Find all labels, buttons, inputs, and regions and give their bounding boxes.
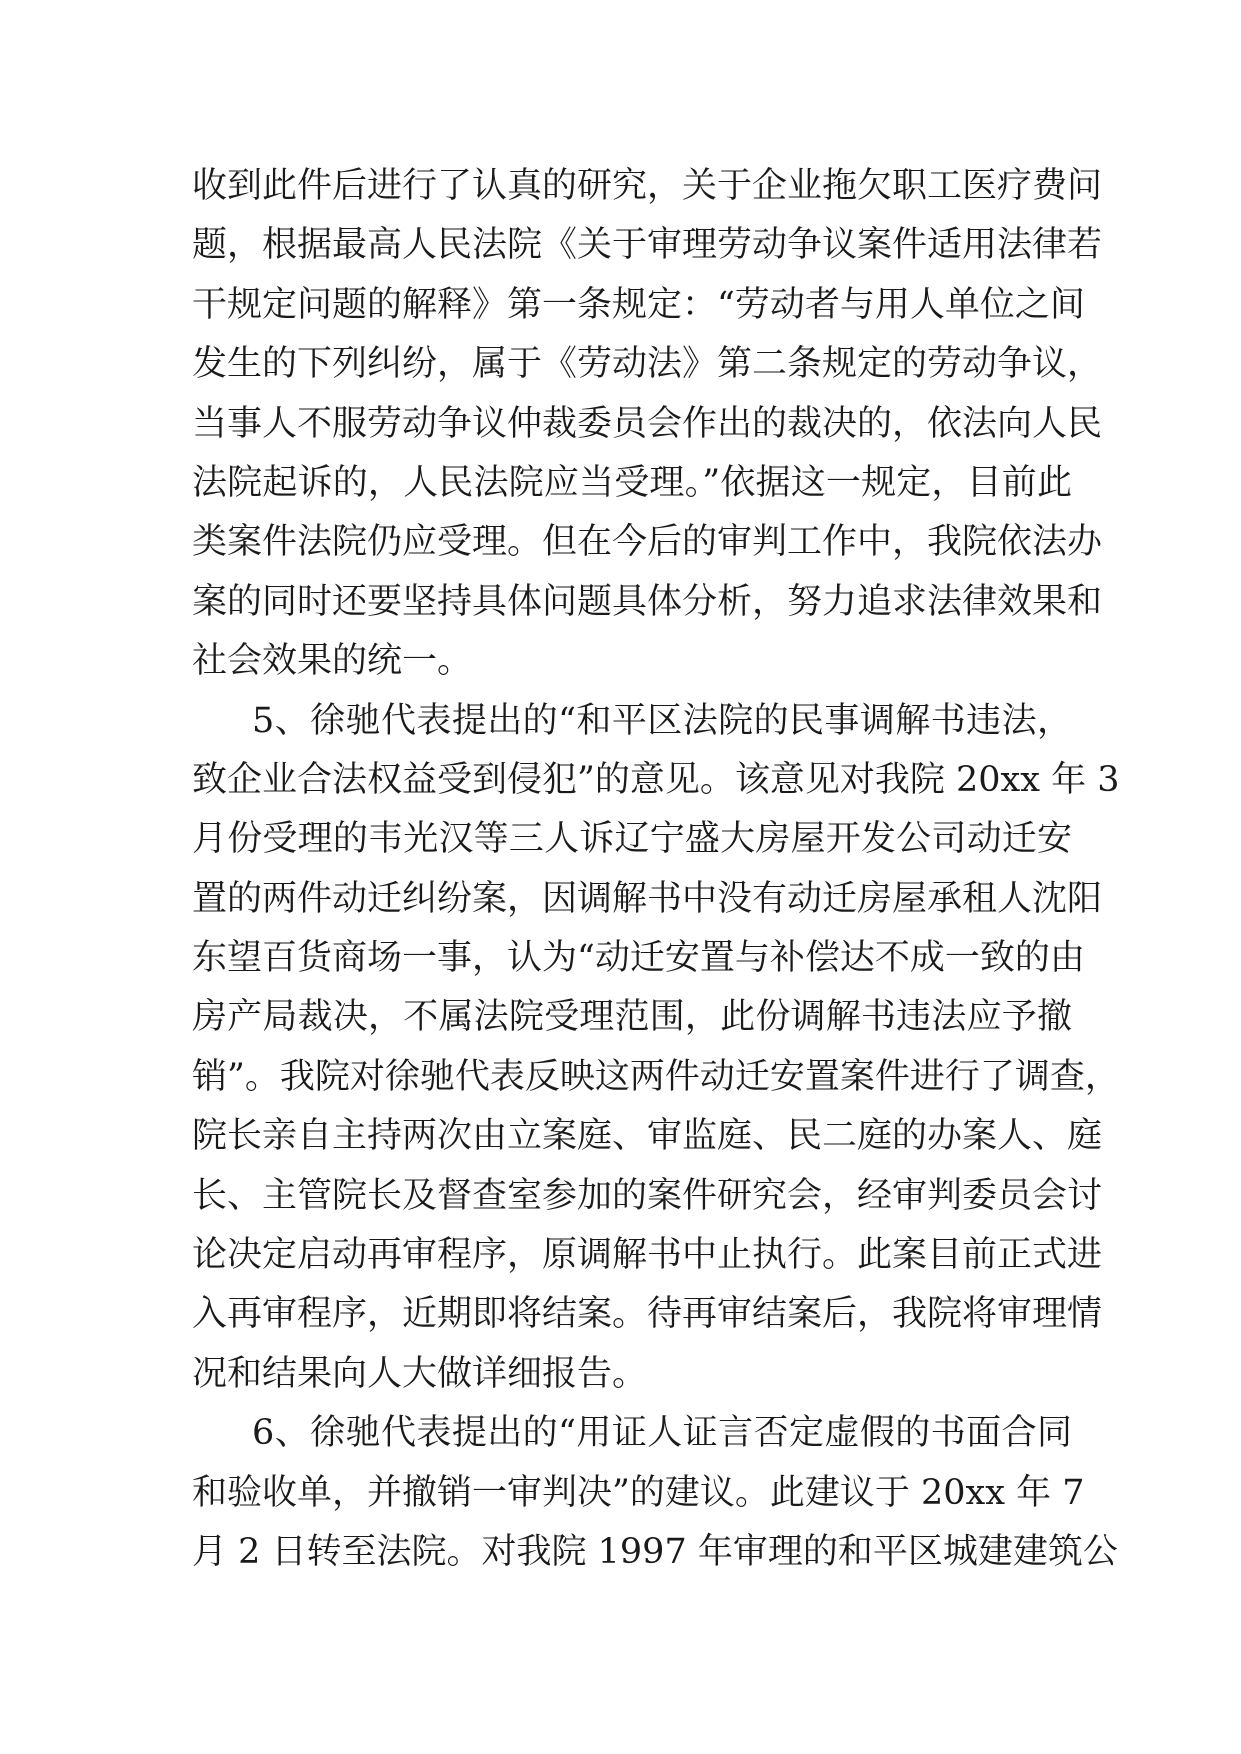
- text-line: 题，根据最高人民法院《关于审理劳动争议案件适用法律若: [192, 225, 1103, 266]
- text-line: 收到此件后进行了认真的研究，关于企业拖欠职工医疗费问: [192, 166, 1103, 206]
- paragraph-start-line: 5、徐驰代表提出的“和平区法院的民事调解书违法，: [252, 700, 1072, 741]
- text-line: 论决定启动再审程序，原调解书中止执行。此案目前正式进: [192, 1235, 1103, 1276]
- text-line: 干规定问题的解释》第一条规定：“劳动者与用人单位之间: [192, 284, 1085, 325]
- text-line: 房产局裁决，不属法院受理范围，此份调解书违法应予撤: [192, 997, 1072, 1038]
- text-line: 月 2 日转至法院。对我院 1997 年审理的和平区城建建筑公: [192, 1531, 1118, 1572]
- text-line: 法院起诉的，人民法院应当受理。”依据这一规定，目前此: [192, 462, 1072, 503]
- text-line: 社会效果的统一。: [192, 641, 473, 682]
- document-body: [192, 157, 1120, 1582]
- text-line: 况和结果向人大做详细报告。: [192, 1353, 648, 1394]
- text-line: 案的同时还要坚持具体问题具体分析，努力追求法律效果和: [192, 581, 1103, 622]
- text-line: 置的两件动迁纠纷案，因调解书中没有动迁房屋承租人沈阳: [192, 878, 1103, 919]
- text-line: 和验收单，并撤销一审判决”的建议。此建议于 20xx 年 7: [192, 1472, 1085, 1513]
- text-line: 类案件法院仍应受理。但在今后的审判工作中，我院依法办: [192, 522, 1103, 563]
- text-line: 当事人不服劳动争议仲裁委员会作出的裁决的，依法向人民: [192, 403, 1103, 444]
- paragraph-start-line: 6、徐驰代表提出的“用证人证言否定虚假的书面合同: [252, 1413, 1072, 1454]
- text-line: 院长亲自主持两次由立案庭、审监庭、民二庭的办案人、庭: [192, 1116, 1103, 1157]
- text-line: 月份受理的韦光汉等三人诉辽宁盛大房屋开发公司动迁安: [192, 819, 1072, 860]
- text-line: 入再审程序，近期即将结案。待再审结案后，我院将审理情: [192, 1294, 1103, 1335]
- text-line: 东望百货商场一事，认为“动迁安置与补偿达不成一致的由: [192, 938, 1085, 979]
- text-line: 销”。我院对徐驰代表反映这两件动迁安置案件进行了调查，: [192, 1056, 1120, 1097]
- text-line: 发生的下列纠纷，属于《劳动法》第二条规定的劳动争议，: [192, 344, 1103, 385]
- text-line: 致企业合法权益受到侵犯”的意见。该意见对我院 20xx 年 3: [192, 759, 1120, 800]
- text-line: 长、主管院长及督查室参加的案件研究会，经审判委员会讨: [192, 1175, 1103, 1216]
